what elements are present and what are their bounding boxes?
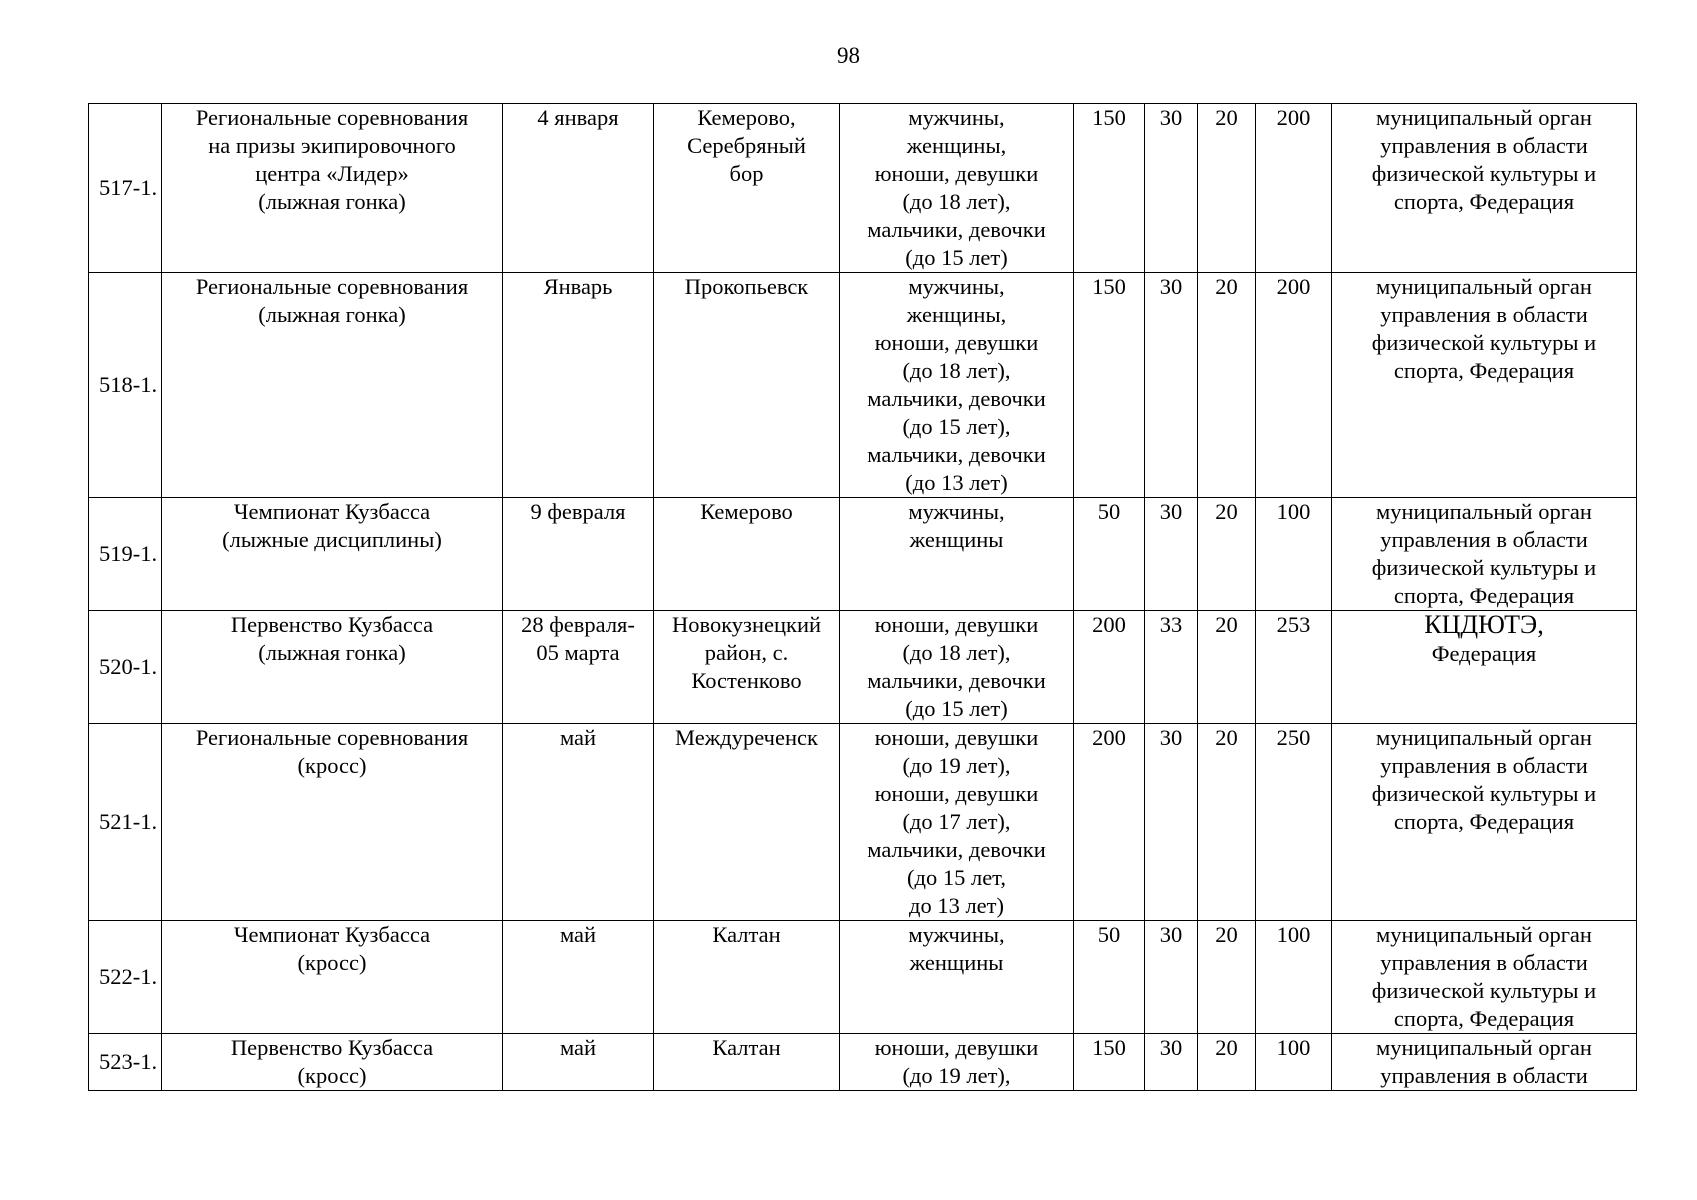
count-3: 20 [1198, 273, 1256, 498]
event-place: Калтан [654, 1034, 840, 1091]
table-row [89, 498, 1637, 611]
count-3: 20 [1198, 611, 1256, 724]
organizer-line: КЦДЮТЭ, [1424, 610, 1544, 639]
event-date: 4 января [503, 104, 654, 273]
participants: мужчины, женщины, юноши, девушки (до 18 лет), мальчики, девочки (до 15 лет), мальчики, девочки (до 13 лет) [840, 273, 1074, 498]
organizer: муниципальный орган управления в области [1332, 1034, 1637, 1091]
participants: юноши, девушки (до 18 лет), мальчики, девочки (до 15 лет) [840, 611, 1074, 724]
count-2: 30 [1145, 273, 1198, 498]
count-1: 150 [1074, 1034, 1145, 1091]
event-date: май [503, 1034, 654, 1091]
table-row [89, 104, 1637, 273]
count-1: 50 [1074, 498, 1145, 611]
row-number: 517-1. [89, 104, 162, 273]
event-place: Кемерово, Серебряный бор [654, 104, 840, 273]
event-date: 28 февраля- 05 марта [503, 611, 654, 724]
count-total: 253 [1256, 611, 1332, 724]
event-name: Региональные соревнования (кросс) [162, 724, 503, 921]
row-number: 519-1. [89, 498, 162, 611]
organizer: муниципальный орган управления в области физической культуры и спорта, Федерация [1332, 273, 1637, 498]
count-total: 200 [1256, 104, 1332, 273]
count-1: 200 [1074, 724, 1145, 921]
organizer: муниципальный орган управления в области физической культуры и спорта, Федерация [1332, 921, 1637, 1034]
table-row [89, 273, 1637, 498]
count-3: 20 [1198, 1034, 1256, 1091]
event-place: Калтан [654, 921, 840, 1034]
count-1: 150 [1074, 273, 1145, 498]
count-2: 30 [1145, 104, 1198, 273]
count-2: 30 [1145, 498, 1198, 611]
participants: мужчины, женщины, юноши, девушки (до 18 лет), мальчики, девочки (до 15 лет) [840, 104, 1074, 273]
row-number: 520-1. [89, 611, 162, 724]
event-name: Региональные соревнования на призы экипировочного центра «Лидер» (лыжная гонка) [162, 104, 503, 273]
count-total: 200 [1256, 273, 1332, 498]
participants: мужчины, женщины [840, 498, 1074, 611]
count-2: 30 [1145, 724, 1198, 921]
row-number: 523-1. [89, 1034, 162, 1091]
table-row [89, 921, 1637, 1034]
table-row [89, 611, 1637, 724]
count-total: 100 [1256, 498, 1332, 611]
count-total: 100 [1256, 1034, 1332, 1091]
event-date: май [503, 921, 654, 1034]
organizer: муниципальный орган управления в области физической культуры и спорта, Федерация [1332, 498, 1637, 611]
participants: мужчины, женщины [840, 921, 1074, 1034]
event-name: Чемпионат Кузбасса (лыжные дисциплины) [162, 498, 503, 611]
event-place: Новокузнецкий район, с. Костенково [654, 611, 840, 724]
count-1: 150 [1074, 104, 1145, 273]
table-row [89, 1034, 1637, 1091]
table-row [89, 724, 1637, 921]
event-date: май [503, 724, 654, 921]
page-number: 98 [837, 43, 860, 68]
count-1: 200 [1074, 611, 1145, 724]
count-3: 20 [1198, 104, 1256, 273]
row-number: 522-1. [89, 921, 162, 1034]
event-name: Региональные соревнования (лыжная гонка) [162, 273, 503, 498]
event-date: 9 февраля [503, 498, 654, 611]
event-name: Первенство Кузбасса (кросс) [162, 1034, 503, 1091]
organizer: муниципальный орган управления в области физической культуры и спорта, Федерация [1332, 724, 1637, 921]
event-place: Междуреченск [654, 724, 840, 921]
events-table [88, 103, 1637, 1091]
count-total: 100 [1256, 921, 1332, 1034]
count-1: 50 [1074, 921, 1145, 1034]
event-date: Январь [503, 273, 654, 498]
event-name: Чемпионат Кузбасса (кросс) [162, 921, 503, 1034]
count-2: 30 [1145, 1034, 1198, 1091]
organizer-line: Федерация [1431, 641, 1537, 666]
event-place: Кемерово [654, 498, 840, 611]
count-3: 20 [1198, 724, 1256, 921]
count-2: 30 [1145, 921, 1198, 1034]
row-number: 518-1. [89, 273, 162, 498]
count-3: 20 [1198, 498, 1256, 611]
count-3: 20 [1198, 921, 1256, 1034]
event-name: Первенство Кузбасса (лыжная гонка) [162, 611, 503, 724]
organizer [1332, 611, 1637, 724]
event-place: Прокопьевск [654, 273, 840, 498]
count-total: 250 [1256, 724, 1332, 921]
row-number: 521-1. [89, 724, 162, 921]
participants: юноши, девушки (до 19 лет), [840, 1034, 1074, 1091]
participants: юноши, девушки (до 19 лет), юноши, девушки (до 17 лет), мальчики, девочки (до 15 лет, до 13 лет) [840, 724, 1074, 921]
count-2: 33 [1145, 611, 1198, 724]
organizer: муниципальный орган управления в области физической культуры и спорта, Федерация [1332, 104, 1637, 273]
